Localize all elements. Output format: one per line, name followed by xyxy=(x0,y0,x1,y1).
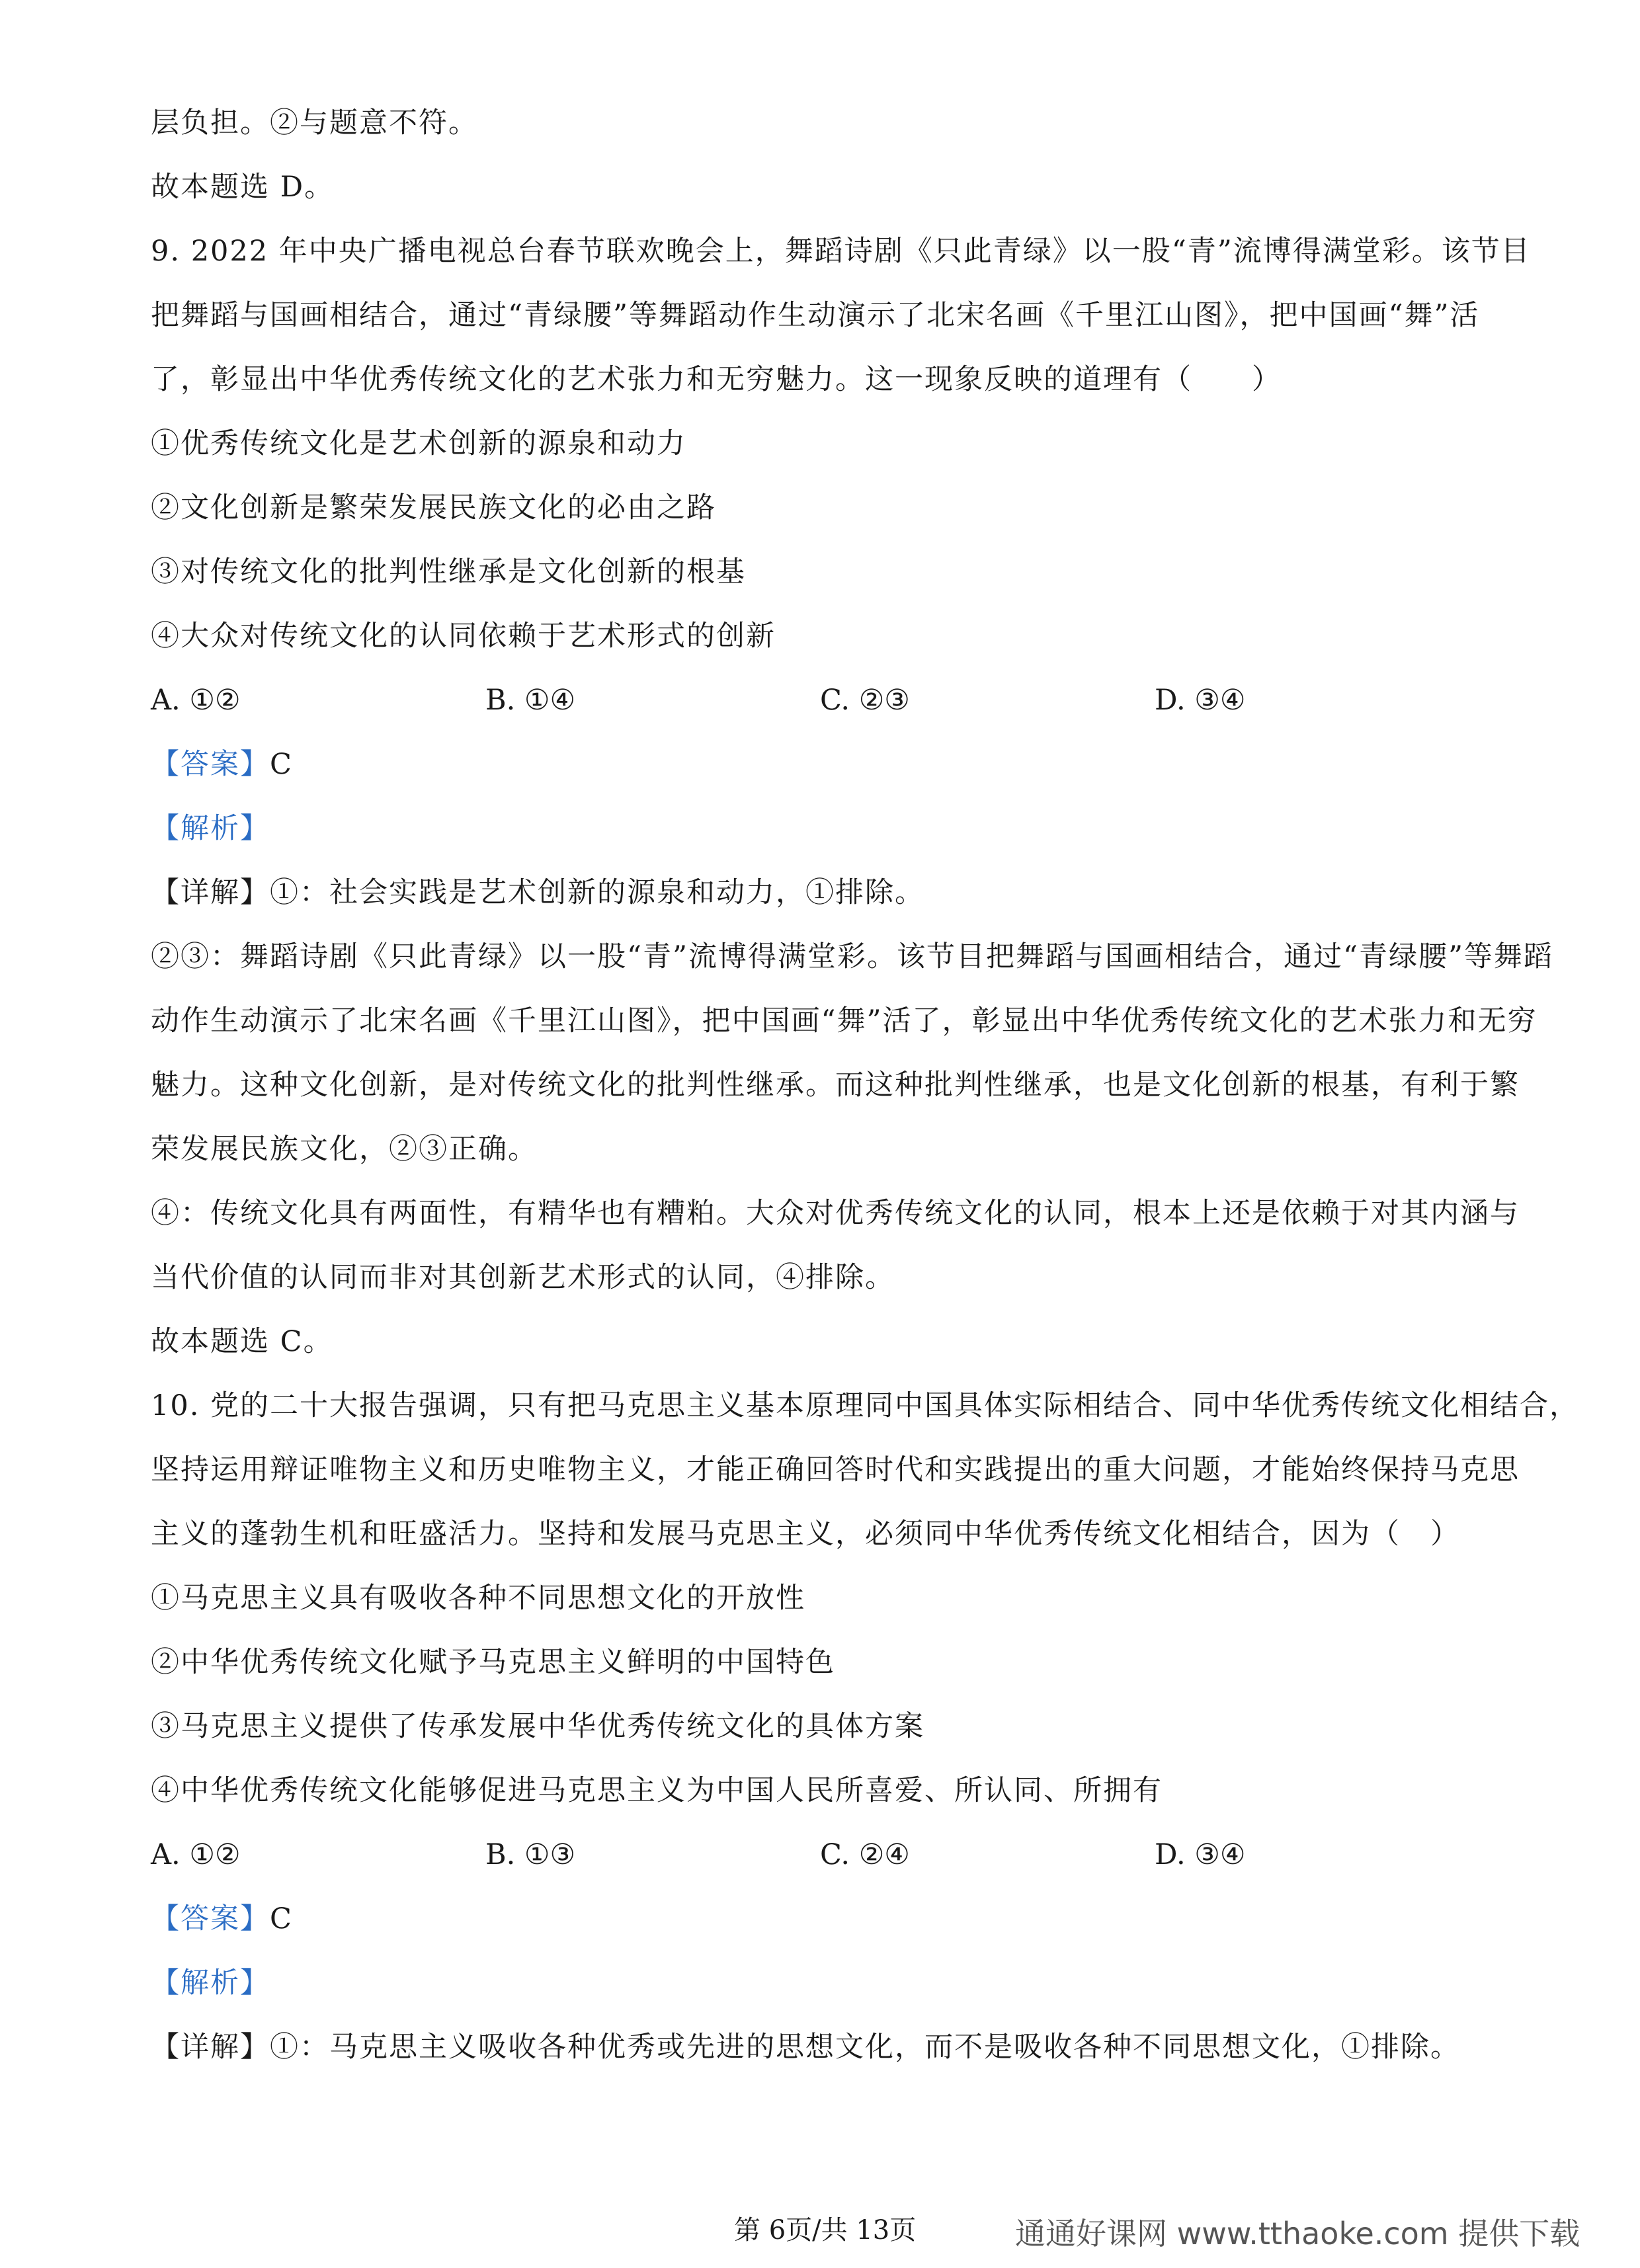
question-9-option-c: C. ②③ xyxy=(820,684,910,717)
question-9-detail: ②③：舞蹈诗剧《只此青绿》以一股“青”流博得满堂彩。该节目把舞蹈与国画相结合，通过“青绿腰”等舞蹈 xyxy=(151,940,1553,973)
question-9-conclusion: 故本题选 C。 xyxy=(151,1325,333,1358)
answer-value: C xyxy=(270,1902,293,1935)
question-10-option-b: B. ①③ xyxy=(485,1838,576,1871)
question-9-detail: 动作生动演示了北宋名画《千里江山图》，把中国画“舞”活了，彰显出中华优秀传统文化的艺术张力和无穷 xyxy=(151,1004,1538,1037)
question-9-option-b: B. ①④ xyxy=(485,684,576,717)
question-9-detail: ④：传统文化具有两面性，有精华也有糟粕。大众对优秀传统文化的认同，根本上还是依赖于对其内涵与 xyxy=(151,1197,1520,1230)
question-9-stem: 了，彰显出中华优秀传统文化的艺术张力和无穷魅力。这一现象反映的道理有（ ） xyxy=(151,363,1282,396)
question-10-stem: 坚持运用辩证唯物主义和历史唯物主义，才能正确回答时代和实践提出的重大问题，才能始终保持马克思 xyxy=(151,1453,1520,1486)
question-9-statement: ①优秀传统文化是艺术创新的源泉和动力 xyxy=(151,427,686,460)
question-10-option-a: A. ①② xyxy=(151,1838,241,1871)
question-9-answer xyxy=(151,745,293,784)
answer-value: C xyxy=(270,748,293,781)
question-9-statement: ③对传统文化的批判性继承是文化创新的根基 xyxy=(151,555,746,588)
question-9-option-a: A. ①② xyxy=(151,684,241,717)
question-9-detail: 荣发展民族文化，②③正确。 xyxy=(151,1133,538,1166)
question-9-detail: 【详解】①：社会实践是艺术创新的源泉和动力，①排除。 xyxy=(151,876,924,909)
answer-tag: 【答案】 xyxy=(151,748,270,781)
question-10-statement: ①马克思主义具有吸收各种不同思想文化的开放性 xyxy=(151,1582,805,1615)
question-10-statement: ③马克思主义提供了传承发展中华优秀传统文化的具体方案 xyxy=(151,1710,924,1743)
text-line: 故本题选 D。 xyxy=(151,171,335,204)
question-10-statement: ④中华优秀传统文化能够促进马克思主义为中国人民所喜爱、所认同、所拥有 xyxy=(151,1774,1163,1807)
question-10-answer xyxy=(151,1899,293,1939)
page-number: 第 6页/共 13页 xyxy=(734,2215,917,2246)
watermark-text: 通通好课网 www.tthaoke.com 提供下载 xyxy=(1015,2216,1580,2251)
question-9-statement: ④大众对传统文化的认同依赖于艺术形式的创新 xyxy=(151,620,776,653)
question-10-option-d: D. ③④ xyxy=(1155,1838,1246,1871)
question-10-analysis-tag: 【解析】 xyxy=(151,1966,270,2000)
question-10-detail: 【详解】①：马克思主义吸收各种优秀或先进的思想文化，而不是吸收各种不同思想文化，①排除。 xyxy=(151,2031,1460,2064)
question-9-stem: 9. 2022 年中央广播电视总台春节联欢晚会上，舞蹈诗剧《只此青绿》以一股“青”流博得满堂彩。该节目 xyxy=(151,235,1531,268)
question-10-option-c: C. ②④ xyxy=(820,1838,910,1871)
question-10-stem: 10. 党的二十大报告强调，只有把马克思主义基本原理同中国具体实际相结合、同中华优秀传统文化相结合， xyxy=(151,1389,1580,1422)
question-9-stem: 把舞蹈与国画相结合，通过“青绿腰”等舞蹈动作生动演示了北宋名画《千里江山图》，把中国画“舞”活 xyxy=(151,299,1480,332)
question-9-analysis-tag: 【解析】 xyxy=(151,812,270,845)
question-9-detail: 魅力。这种文化创新，是对传统文化的批判性继承。而这种批判性继承，也是文化创新的根基，有利于繁 xyxy=(151,1069,1520,1102)
question-10-stem: 主义的蓬勃生机和旺盛活力。坚持和发展马克思主义，必须同中华优秀传统文化相结合，因为（ ） xyxy=(151,1518,1460,1551)
answer-tag: 【答案】 xyxy=(151,1902,270,1935)
question-9-statement: ②文化创新是繁荣发展民族文化的必由之路 xyxy=(151,491,716,524)
question-9-detail: 当代价值的认同而非对其创新艺术形式的认同，④排除。 xyxy=(151,1261,895,1294)
question-9-option-d: D. ③④ xyxy=(1155,684,1246,717)
text-line: 层负担。②与题意不符。 xyxy=(151,106,478,140)
question-10-statement: ②中华优秀传统文化赋予马克思主义鲜明的中国特色 xyxy=(151,1646,835,1679)
